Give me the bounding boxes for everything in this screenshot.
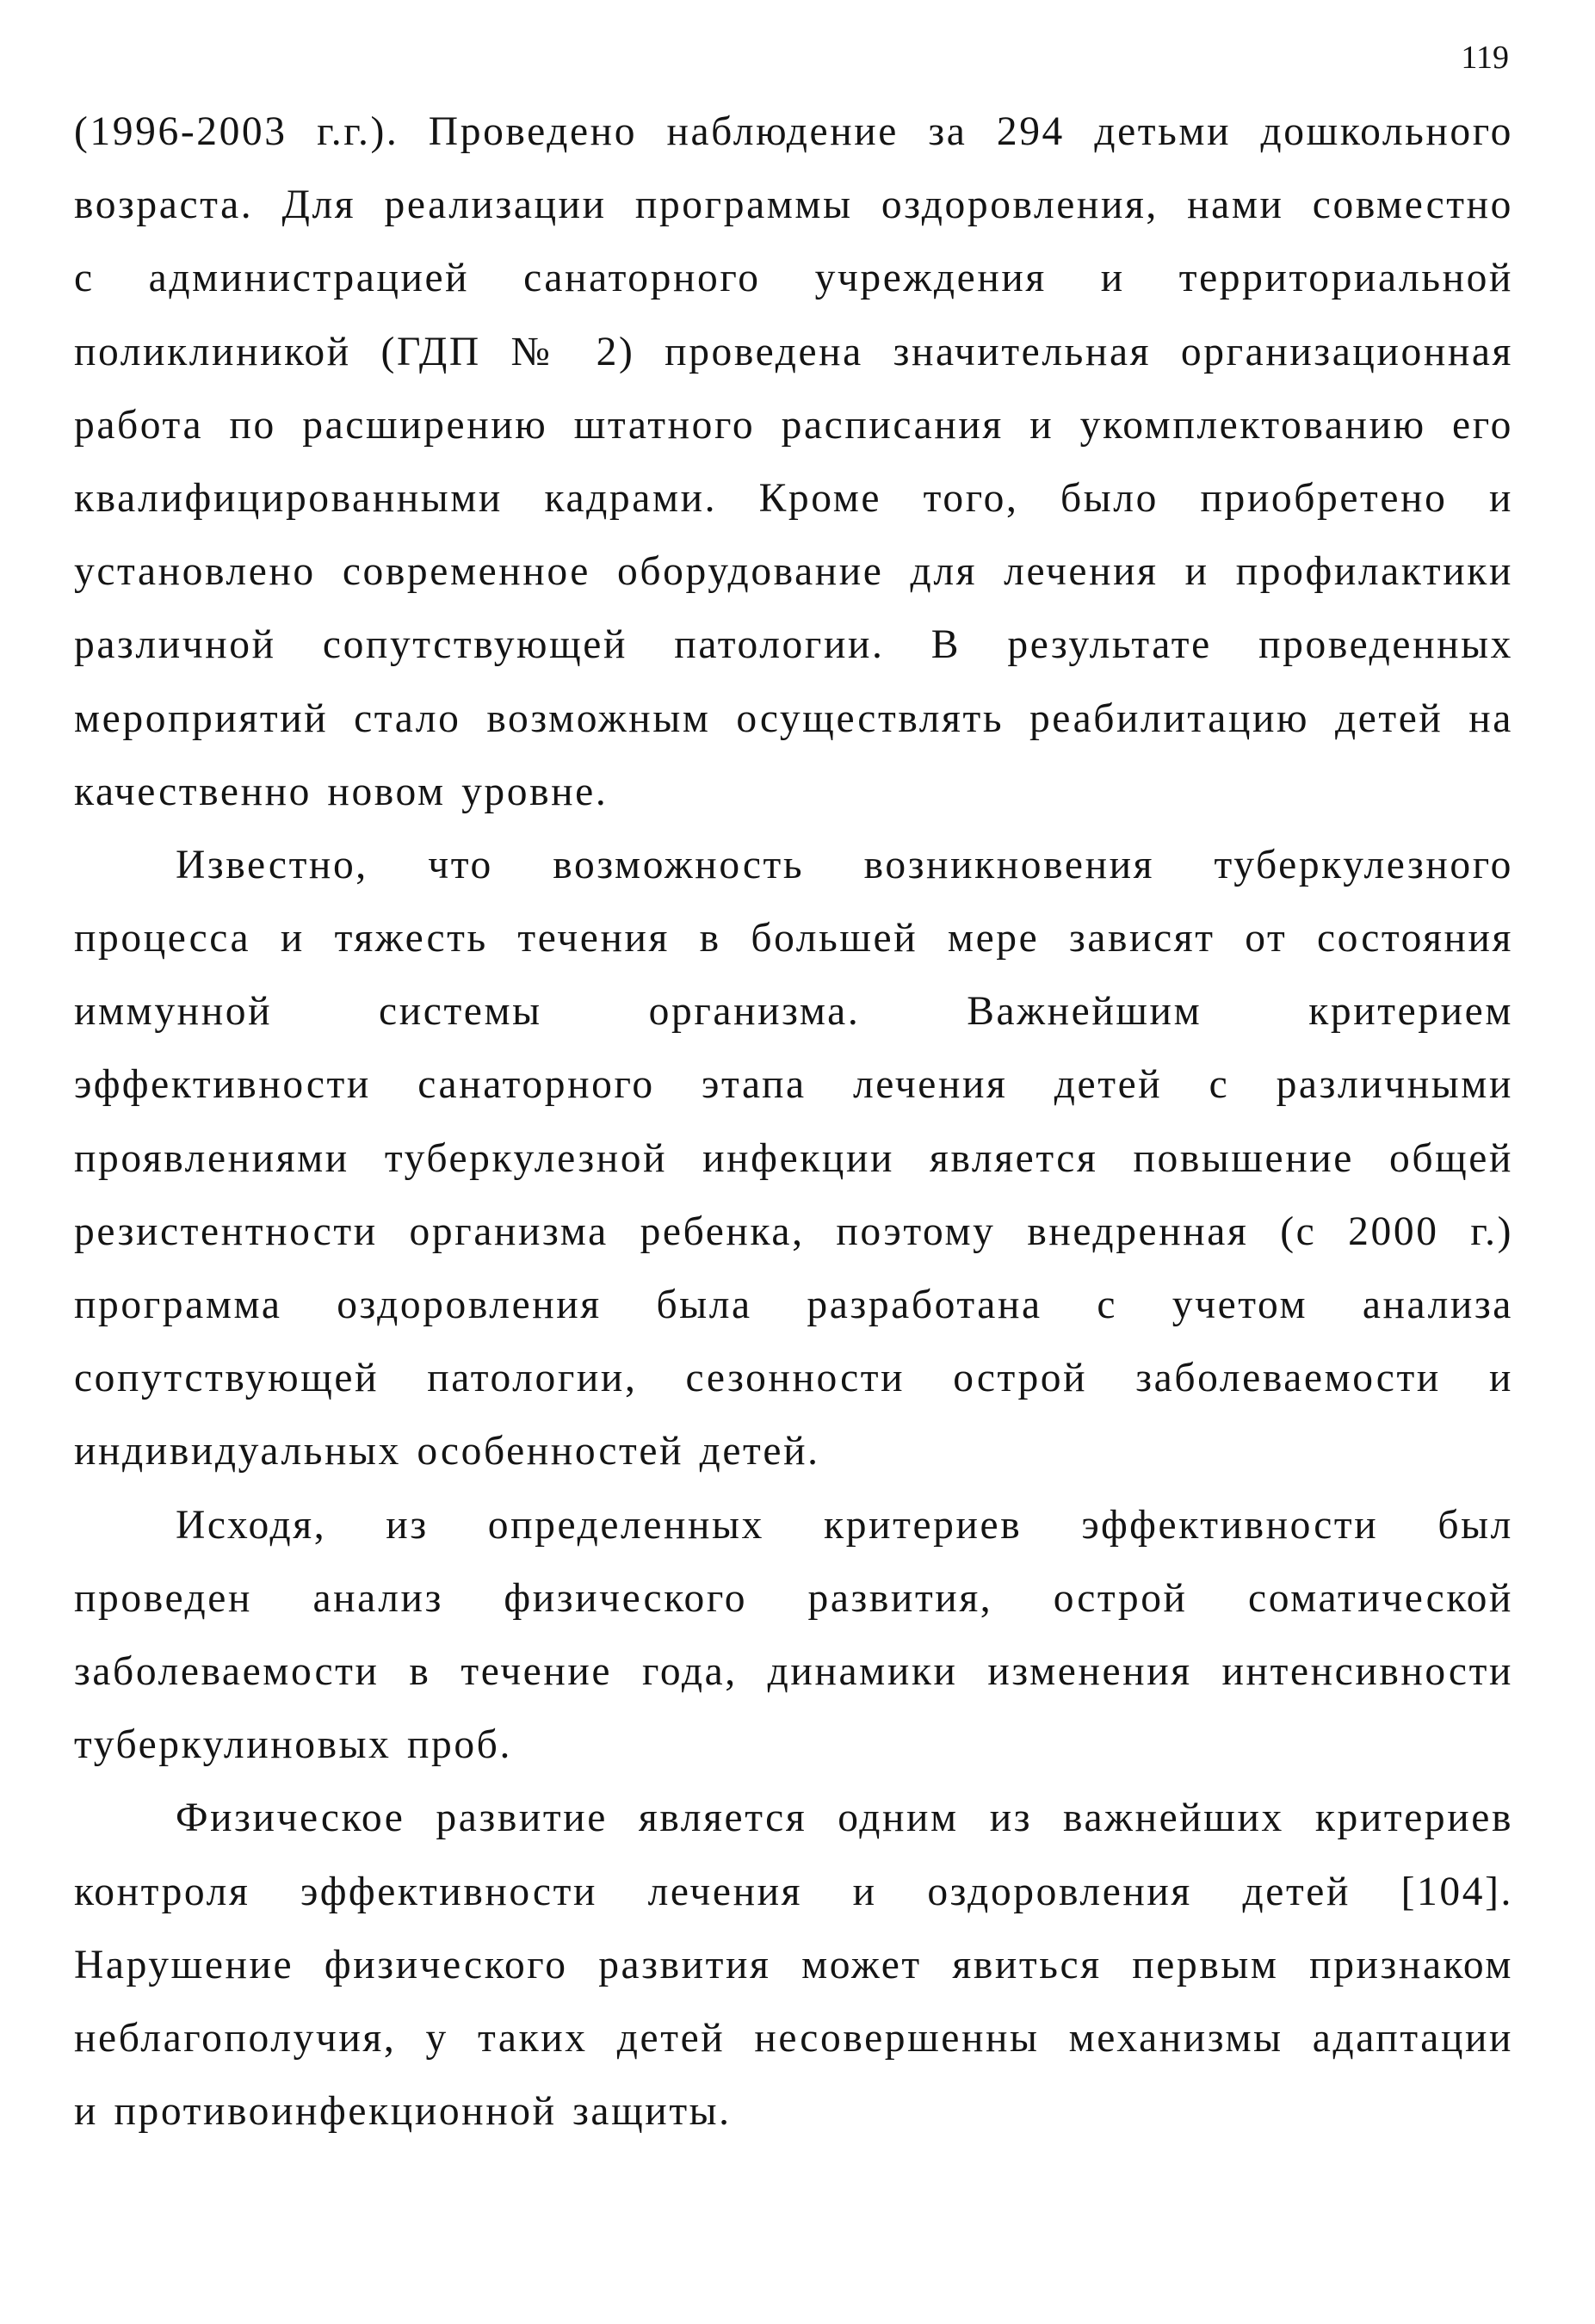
paragraph-4 xyxy=(74,1782,1513,2148)
text-line: неблагополучия, у таких детей несовершенны механизмы адаптации xyxy=(74,2015,1513,2061)
text-line: индивидуальных особенностей детей. xyxy=(74,1429,820,1474)
text-line: Нарушение физического развития может явиться первым признаком xyxy=(74,1942,1513,1987)
text-line: туберкулиновых проб. xyxy=(74,1722,512,1768)
paragraph-1 xyxy=(74,96,1513,829)
document-body xyxy=(74,96,1513,2148)
paragraph-3 xyxy=(74,1489,1513,1783)
text-line: мероприятий стало возможным осуществлять реабилитацию детей на xyxy=(74,695,1513,741)
text-line: эффективности санаторного этапа лечения детей с различными xyxy=(74,1062,1513,1108)
text-line: поликлиникой (ГДП № 2) проведена значительная организационная xyxy=(74,329,1513,374)
text-line: Исходя, из определенных критериев эффективности был xyxy=(176,1502,1513,1548)
text-line: и противоинфекционной защиты. xyxy=(74,2089,732,2135)
text-line: резистентности организма ребенка, поэтому внедренная (с 2000 г.) xyxy=(74,1208,1513,1254)
text-line: с администрацией санаторного учреждения и территориальной xyxy=(74,256,1513,301)
text-line: сопутствующей патологии, сезонности острой заболеваемости и xyxy=(74,1356,1513,1401)
text-line: работа по расширению штатного расписания и укомплектованию его xyxy=(74,402,1513,448)
text-line: возраста. Для реализации программы оздоровления, нами совместно xyxy=(74,182,1513,228)
text-line: программа оздоровления была разработана с учетом анализа xyxy=(74,1283,1513,1327)
text-line: качественно новом уровне. xyxy=(74,769,609,814)
page-number: 119 xyxy=(1461,40,1509,76)
text-line: квалифицированными кадрами. Кроме того, было приобретено и xyxy=(74,475,1513,521)
text-line: (1996-2003 г.г.). Проведено наблюдение за 294 детьми дошкольного xyxy=(74,109,1513,154)
text-line: иммунной системы организма. Важнейшим критерием xyxy=(74,989,1513,1035)
text-line: проявлениями туберкулезной инфекции является повышение общей xyxy=(74,1135,1513,1181)
paragraph-2 xyxy=(74,829,1513,1489)
text-line: Физическое развитие является одним из важнейших критериев xyxy=(176,1796,1513,1841)
text-line: заболеваемости в течение года, динамики изменения интенсивности xyxy=(74,1648,1513,1694)
text-line: контроля эффективности лечения и оздоровления детей [104]. xyxy=(74,1869,1513,1914)
text-line: различной сопутствующей патологии. В результате проведенных xyxy=(74,622,1513,668)
text-line: установлено современное оборудование для лечения и профилактики xyxy=(74,549,1513,595)
text-line: Известно, что возможность возникновения туберкулезного xyxy=(176,842,1513,887)
text-line: проведен анализ физического развития, острой соматической xyxy=(74,1575,1513,1621)
text-line: процесса и тяжесть течения в большей мере зависят от состояния xyxy=(74,916,1513,961)
